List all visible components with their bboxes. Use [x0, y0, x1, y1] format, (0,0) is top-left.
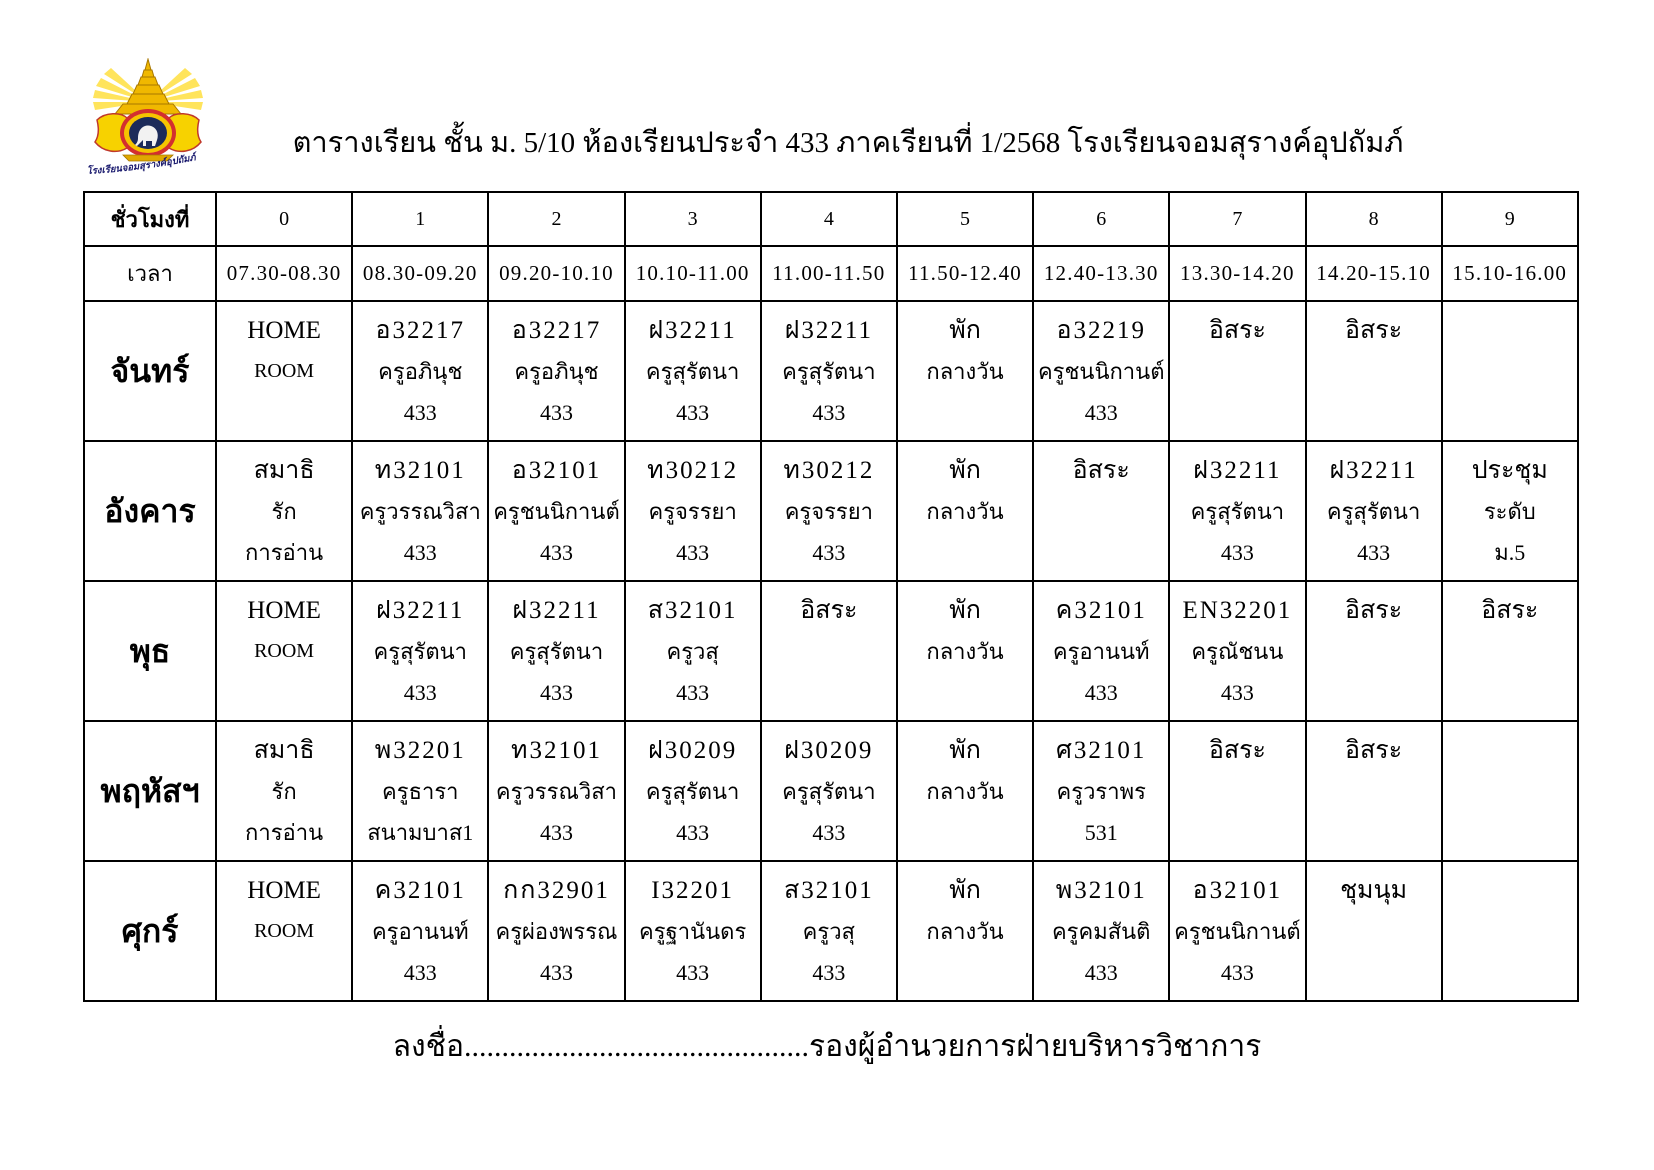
teacher-name: ครูสุรัตนา: [1326, 499, 1421, 524]
room-number: 433: [539, 820, 573, 845]
spire-tier: [138, 77, 158, 85]
subject-code: ค32101: [1055, 597, 1147, 624]
teacher-name: ครูวรรณวิสา: [495, 779, 617, 804]
club-activity-label: ชุมนุม: [1340, 877, 1408, 904]
lunch-break-label: กลางวัน: [926, 919, 1004, 944]
room-number: 433: [403, 680, 437, 705]
teacher-name: ครูธารา: [382, 779, 459, 804]
page-title: ตารางเรียน ชั้น ม. 5/10 ห้องเรียนประจำ 433 ภาคเรียนที่ 1/2568 โรงเรียนจอมสุรางค์อุปถัมภ์: [292, 127, 1404, 159]
teacher-name: ครูวสุ: [666, 639, 719, 664]
period-number: 5: [897, 192, 1033, 246]
time-slot: 07.30-08.30: [216, 246, 352, 301]
slot-cell-thu-3: [625, 721, 761, 861]
teacher-name: ครูณัชนน: [1191, 639, 1284, 664]
day-name: พฤหัสฯ: [84, 721, 216, 861]
day-row-tuesday: [84, 441, 1578, 581]
time-slot: 10.10-11.00: [625, 246, 761, 301]
lunch-break-label: พัก: [949, 877, 981, 904]
subject-code: EN32201: [1182, 597, 1293, 624]
period-number: 8: [1306, 192, 1442, 246]
slot-cell-fri-8: [1306, 861, 1442, 1001]
subject-code: ค32101: [374, 877, 466, 904]
subject-code: ฝ32211: [376, 597, 465, 624]
homeroom-label: HOME: [247, 877, 321, 904]
activity-label: การอ่าน: [245, 820, 324, 845]
period-number: 1: [352, 192, 488, 246]
time-slot: 12.40-13.30: [1033, 246, 1169, 301]
grade-meeting-label: ระดับ: [1483, 499, 1536, 524]
subject-code: ส32101: [647, 597, 738, 624]
day-row-friday: [84, 861, 1578, 1001]
free-period-label: อิสระ: [1072, 457, 1130, 484]
time-slot: 11.50-12.40: [897, 246, 1033, 301]
subject-code: ท32101: [510, 737, 602, 764]
slot-cell-wed-7: [1169, 581, 1305, 721]
room-number: 433: [1084, 400, 1118, 425]
day-name: ศุกร์: [84, 861, 216, 1001]
room-number: 433: [812, 540, 846, 565]
slot-cell-tue-5: [897, 441, 1033, 581]
period-number: 3: [625, 192, 761, 246]
subject-code: ฝ32211: [648, 317, 737, 344]
subject-code: ฝ32211: [512, 597, 601, 624]
spire-tier: [133, 85, 163, 94]
room-number: 433: [812, 820, 846, 845]
room-number: 433: [403, 400, 437, 425]
slot-cell-mon-3: [625, 301, 761, 441]
emblem-school-name-path: โรงเรียนจอมสุรางค์อุปถัมภ์: [86, 153, 197, 178]
slot-cell-fri-6: [1033, 861, 1169, 1001]
slot-cell-tue-9: [1442, 441, 1578, 581]
slot-cell-tue-8: [1306, 441, 1442, 581]
slot-cell-mon-4: [761, 301, 897, 441]
slot-cell-fri-5: [897, 861, 1033, 1001]
subject-code: อ32217: [375, 317, 466, 344]
teacher-name: ครูจรรยา: [784, 499, 873, 524]
subject-code: อ32217: [511, 317, 602, 344]
subject-code: ท32101: [374, 457, 466, 484]
free-period-label: อิสระ: [1345, 737, 1403, 764]
room-location: สนามบาส1: [367, 820, 474, 845]
room-number: 433: [676, 400, 710, 425]
teacher-name: ครูชนนิกานต์: [1174, 919, 1301, 944]
slot-cell-thu-6: [1033, 721, 1169, 861]
activity-label: สมาธิ: [253, 737, 315, 764]
slot-cell-wed-3: [625, 581, 761, 721]
subject-code: ฝ32211: [784, 317, 873, 344]
slot-cell-fri-3: [625, 861, 761, 1001]
subject-code: กก32901: [503, 877, 610, 904]
slot-cell-tue-0: [216, 441, 352, 581]
teacher-name: ครูสุรัตนา: [645, 779, 740, 804]
day-name: จันทร์: [84, 301, 216, 441]
subject-code: ฝ32211: [1193, 457, 1282, 484]
room-number: 433: [676, 540, 710, 565]
room-number: 433: [812, 960, 846, 985]
slot-cell-fri-2: [488, 861, 624, 1001]
teacher-name: ครูสุรัตนา: [1190, 499, 1285, 524]
room-number: 433: [403, 960, 437, 985]
time-slot: 14.20-15.10: [1306, 246, 1442, 301]
grade-meeting-label: ประชุม: [1471, 457, 1548, 484]
day-name: พุธ: [84, 581, 216, 721]
teacher-name: ครูวราพร: [1056, 779, 1146, 804]
teacher-name: ครูสุรัตนา: [645, 359, 740, 384]
teacher-name: ครูสุรัตนา: [782, 359, 876, 384]
period-header-label: ชั่วโมงที่: [84, 192, 216, 246]
slot-cell-wed-4: [761, 581, 897, 721]
time-slot: 13.30-14.20: [1169, 246, 1305, 301]
slot-cell-wed-9: [1442, 581, 1578, 721]
slot-cell-tue-6: [1033, 441, 1169, 581]
free-period-label: อิสระ: [1345, 317, 1403, 344]
room-number: 433: [1084, 680, 1118, 705]
lunch-break-label: กลางวัน: [926, 499, 1004, 524]
teacher-name: ครูสุรัตนา: [509, 639, 604, 664]
slot-cell-wed-0: [216, 581, 352, 721]
slot-cell-wed-6: [1033, 581, 1169, 721]
homeroom-label: HOME: [247, 317, 321, 344]
activity-label: สมาธิ: [253, 457, 315, 484]
room-number: 433: [539, 680, 573, 705]
free-period-label: อิสระ: [1481, 597, 1539, 624]
slot-cell-mon-9: [1442, 301, 1578, 441]
slot-cell-tue-7: [1169, 441, 1305, 581]
slot-cell-mon-7: [1169, 301, 1305, 441]
subject-code: ท30212: [783, 457, 875, 484]
teacher-name: ครูผ่องพรรณ: [495, 919, 618, 944]
free-period-label: อิสระ: [1208, 317, 1266, 344]
period-number: 4: [761, 192, 897, 246]
slot-cell-mon-1: [352, 301, 488, 441]
time-slot: 08.30-09.20: [352, 246, 488, 301]
teacher-name: ครูสุรัตนา: [782, 779, 876, 804]
slot-cell-tue-3: [625, 441, 761, 581]
slot-cell-fri-9: [1442, 861, 1578, 1001]
spire-tip: [145, 59, 151, 70]
room-number: 433: [1220, 960, 1254, 985]
subject-code: อ32219: [1056, 317, 1146, 344]
slot-cell-wed-8: [1306, 581, 1442, 721]
slot-cell-mon-0: [216, 301, 352, 441]
timetable: [83, 191, 1579, 1002]
room-number: 531: [1084, 820, 1118, 845]
period-number: 2: [488, 192, 624, 246]
signature-line: ลงชื่อ..............................................รองผู้อำนวยการฝ่ายบริหารวิชาการ: [392, 1030, 1262, 1063]
teacher-name: ครูอานนท์: [371, 919, 469, 944]
slot-cell-thu-7: [1169, 721, 1305, 861]
subject-code: ท30212: [647, 457, 739, 484]
subject-code: ฝ32211: [1329, 457, 1418, 484]
teacher-name: ครูอภินุช: [378, 359, 463, 384]
teacher-name: ครูอภินุช: [514, 359, 599, 384]
slot-cell-thu-1: [352, 721, 488, 861]
teacher-name: ครูฐานันดร: [639, 919, 747, 944]
slot-cell-fri-4: [761, 861, 897, 1001]
room-number: 433: [1084, 960, 1118, 985]
day-name: อังคาร: [84, 441, 216, 581]
homeroom-label: ROOM: [254, 920, 315, 942]
teacher-name: ครูชนนิกานต์: [1037, 359, 1165, 384]
slot-cell-mon-8: [1306, 301, 1442, 441]
slot-cell-wed-2: [488, 581, 624, 721]
period-header-row: [84, 192, 1578, 246]
teacher-name: ครูชนนิกานต์: [493, 499, 620, 524]
time-slot: 09.20-10.10: [488, 246, 624, 301]
room-number: 433: [676, 820, 710, 845]
time-row: [84, 246, 1578, 301]
time-slot: 15.10-16.00: [1442, 246, 1578, 301]
slot-cell-tue-1: [352, 441, 488, 581]
lunch-break-label: กลางวัน: [926, 359, 1004, 384]
subject-code: ฝ30209: [784, 737, 874, 764]
activity-label: รัก: [271, 499, 297, 524]
lunch-break-label: พัก: [949, 737, 981, 764]
slot-cell-fri-0: [216, 861, 352, 1001]
lunch-break-label: พัก: [949, 317, 981, 344]
teacher-name: ครูสุรัตนา: [373, 639, 468, 664]
subject-code: ฝ30209: [648, 737, 738, 764]
school-emblem-icon: [83, 58, 213, 180]
homeroom-label: HOME: [247, 597, 321, 624]
slot-cell-mon-6: [1033, 301, 1169, 441]
subject-code: อ32101: [511, 457, 602, 484]
slot-cell-wed-1: [352, 581, 488, 721]
day-row-thursday: [84, 721, 1578, 861]
activity-label: การอ่าน: [245, 540, 324, 565]
spire-tier: [142, 70, 154, 77]
lunch-break-label: กลางวัน: [926, 779, 1004, 804]
slot-cell-tue-2: [488, 441, 624, 581]
lunch-break-label: กลางวัน: [926, 639, 1004, 664]
subject-code: พ32201: [374, 737, 466, 764]
time-slot: 11.00-11.50: [761, 246, 897, 301]
slot-cell-mon-2: [488, 301, 624, 441]
slot-cell-thu-9: [1442, 721, 1578, 861]
lunch-break-label: พัก: [949, 457, 981, 484]
period-number: 9: [1442, 192, 1578, 246]
room-number: 433: [1220, 540, 1254, 565]
room-number: 433: [676, 960, 710, 985]
free-period-label: อิสระ: [1345, 597, 1403, 624]
room-number: 433: [812, 400, 846, 425]
slot-cell-tue-4: [761, 441, 897, 581]
teacher-name: ครูอานนท์: [1052, 639, 1150, 664]
period-number: 7: [1169, 192, 1305, 246]
subject-code: ส32101: [783, 877, 874, 904]
day-row-wednesday: [84, 581, 1578, 721]
room-number: 433: [539, 400, 573, 425]
period-number: 0: [216, 192, 352, 246]
room-number: 433: [1220, 680, 1254, 705]
teacher-name: ครูวสุ: [802, 919, 855, 944]
slot-cell-fri-7: [1169, 861, 1305, 1001]
subject-code: I32201: [651, 877, 735, 904]
lunch-break-label: พัก: [949, 597, 981, 624]
room-number: 433: [403, 540, 437, 565]
slot-cell-fri-1: [352, 861, 488, 1001]
slot-cell-thu-8: [1306, 721, 1442, 861]
subject-code: อ32101: [1192, 877, 1283, 904]
slot-cell-mon-5: [897, 301, 1033, 441]
slot-cell-thu-2: [488, 721, 624, 861]
room-number: 433: [539, 960, 573, 985]
homeroom-label: ROOM: [254, 360, 315, 382]
slot-cell-thu-5: [897, 721, 1033, 861]
slot-cell-wed-5: [897, 581, 1033, 721]
teacher-name: ครูวรรณวิสา: [359, 499, 481, 524]
room-number: 433: [1357, 540, 1391, 565]
homeroom-label: ROOM: [254, 640, 315, 662]
grade-meeting-label: ม.5: [1494, 540, 1526, 565]
subject-code: ศ32101: [1056, 737, 1147, 764]
spire-tier: [127, 94, 169, 104]
room-number: 433: [676, 680, 710, 705]
day-row-monday: [84, 301, 1578, 441]
teacher-name: ครูคมสันติ: [1051, 919, 1151, 944]
period-number: 6: [1033, 192, 1169, 246]
teacher-name: ครูจรรยา: [648, 499, 737, 524]
time-header-label: เวลา: [84, 246, 216, 301]
free-period-label: อิสระ: [800, 597, 858, 624]
activity-label: รัก: [271, 779, 297, 804]
slot-cell-thu-0: [216, 721, 352, 861]
room-number: 433: [539, 540, 573, 565]
subject-code: พ32101: [1055, 877, 1147, 904]
free-period-label: อิสระ: [1208, 737, 1266, 764]
slot-cell-thu-4: [761, 721, 897, 861]
